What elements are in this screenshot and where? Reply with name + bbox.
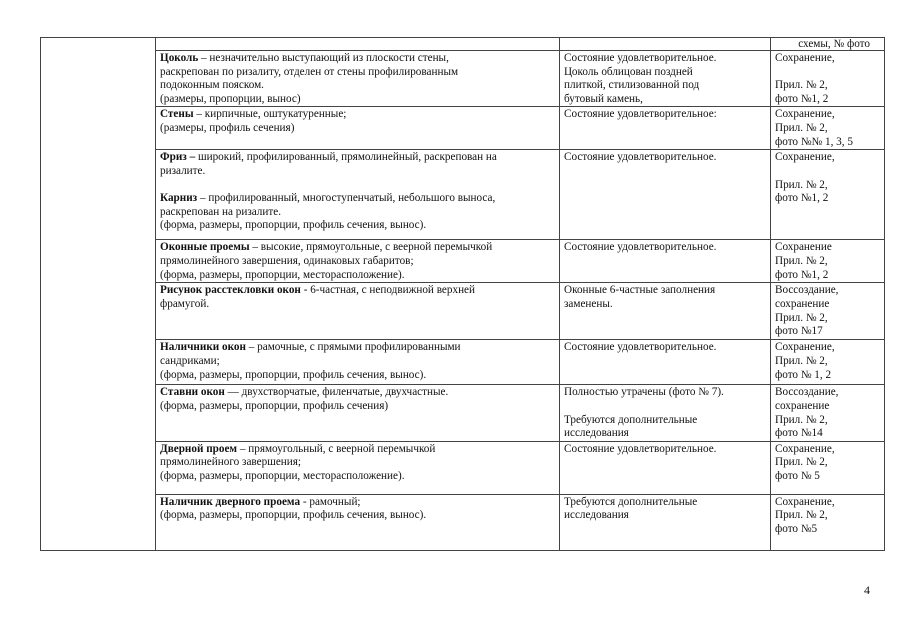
element-text: (форма, размеры, пропорции, профиль сечения, вынос).	[160, 219, 427, 232]
action-cell	[771, 51, 885, 107]
element-description-line	[160, 241, 555, 255]
element-description-line	[160, 269, 555, 283]
state-cell	[560, 283, 771, 340]
table-row	[41, 150, 885, 240]
element-description-line	[160, 255, 555, 269]
state-line: Требуются дополнительные	[564, 413, 698, 426]
state-line: Требуются дополнительные	[564, 495, 698, 508]
header-col4-text: схемы, № фото	[798, 38, 870, 50]
element-description-cell	[156, 340, 560, 385]
element-description-line	[160, 298, 555, 312]
action-line: Сохранение,	[775, 442, 835, 455]
element-name: Ставни окон	[160, 386, 225, 399]
element-name: Дверной проем	[160, 442, 238, 455]
action-line: фото № 5	[775, 469, 820, 482]
state-line: Состояние удовлетворительное.	[564, 442, 717, 455]
header-cell-2	[156, 38, 560, 51]
element-description-line	[160, 386, 555, 400]
element-text: – незначительно выступающий из плоскости стены,	[198, 52, 449, 64]
element-description-line	[160, 108, 555, 122]
state-line: Состояние удовлетворительное.	[564, 52, 717, 64]
state-line: Состояние удовлетворительное:	[564, 108, 717, 121]
element-text: – профилированный, многоступенчатый, небольшого выноса,	[197, 192, 496, 205]
table-row	[41, 494, 885, 550]
action-line: Прил. № 2,	[775, 178, 828, 191]
element-description-line	[160, 52, 555, 66]
action-cell	[771, 385, 885, 441]
action-line: Прил. № 2,	[775, 79, 828, 92]
element-text: (форма, размеры, пропорции, профиль сечения, вынос).	[160, 368, 427, 381]
action-cell	[771, 441, 885, 494]
element-description-line	[160, 165, 555, 179]
element-description-line	[160, 192, 555, 206]
action-cell	[771, 283, 885, 340]
action-line: фото №14	[775, 427, 823, 440]
table-header-row	[41, 38, 885, 51]
state-cell	[560, 240, 771, 283]
action-line: Сохранение,	[775, 495, 835, 508]
element-text: - 6-частная, с неподвижной верхней	[300, 284, 476, 297]
element-text: (форма, размеры, пропорции, профиль сечения, вынос).	[160, 509, 427, 522]
action-cell	[771, 107, 885, 150]
header-cell-4	[771, 38, 885, 51]
element-description-line	[160, 206, 555, 220]
element-name: Оконные проемы	[160, 241, 250, 254]
action-line: Прил. № 2,	[775, 413, 828, 426]
element-description-line	[160, 284, 555, 298]
header-cell-1	[41, 38, 156, 51]
header-cell-3	[560, 38, 771, 51]
element-text: (размеры, пропорции, вынос)	[160, 92, 301, 105]
element-description-cell	[156, 494, 560, 550]
action-line: фото №№ 1, 3, 5	[775, 135, 853, 148]
action-line: Сохранение,	[775, 52, 835, 64]
element-description-line	[160, 341, 555, 355]
row-number-cell	[41, 283, 156, 340]
element-text: (форма, размеры, пропорции, месторасположение).	[160, 469, 405, 482]
element-text: – рамочные, с прямыми профилированными	[245, 341, 461, 354]
row-number-cell	[41, 385, 156, 441]
element-description-cell	[156, 150, 560, 240]
table-row	[41, 340, 885, 385]
page-number: 4	[864, 583, 870, 597]
element-description-line	[160, 456, 555, 470]
element-text: ризалите.	[160, 164, 206, 177]
element-name: Фриз –	[160, 151, 196, 164]
element-name: Наличник дверного проема	[160, 495, 301, 508]
action-line: фото №1, 2	[775, 92, 829, 105]
action-line: Прил. № 2,	[775, 254, 828, 267]
action-line: Прил. № 2,	[775, 509, 828, 522]
element-text: прямолинейного завершения, одинаковых габаритов;	[160, 254, 414, 267]
action-line: Прил. № 2,	[775, 354, 828, 367]
row-number-cell	[41, 107, 156, 150]
action-cell	[771, 240, 885, 283]
element-description-line	[160, 122, 555, 136]
element-text: раскрепован по ризалиту, отделен от стены профилированным	[160, 65, 459, 78]
element-description-cell	[156, 51, 560, 107]
action-line: Прил. № 2,	[775, 456, 828, 469]
state-line: Полностью утрачены (фото № 7).	[564, 386, 724, 399]
action-line	[775, 165, 880, 179]
element-description-line	[160, 219, 555, 233]
row-number-cell	[41, 51, 156, 107]
table-row	[41, 107, 885, 150]
action-line: фото №17	[775, 325, 823, 338]
element-description-line	[160, 151, 555, 165]
table-row	[41, 441, 885, 494]
element-name: Рисунок расстекловки окон	[160, 284, 301, 297]
state-cell	[560, 107, 771, 150]
element-description-line	[160, 355, 555, 369]
state-cell	[560, 385, 771, 441]
row-number-cell	[41, 240, 156, 283]
element-name: Карниз	[160, 192, 198, 205]
state-cell	[560, 494, 771, 550]
element-text: раскрепован на ризалите.	[160, 205, 282, 218]
action-cell	[771, 340, 885, 385]
action-cell	[771, 494, 885, 550]
element-description-line	[160, 509, 555, 523]
element-text: прямолинейного завершения;	[160, 456, 302, 469]
table-row	[41, 385, 885, 441]
element-description-line	[160, 369, 555, 383]
element-text: подоконным пояском.	[160, 79, 264, 92]
element-text: фрамугой.	[160, 297, 210, 310]
action-line: фото №1, 2	[775, 192, 829, 205]
element-description-line	[160, 79, 555, 93]
state-cell	[560, 51, 771, 107]
element-text: широкий, профилированный, прямолинейный, раскрепован на	[195, 151, 497, 164]
action-line: сохранение	[775, 297, 830, 310]
element-text: (форма, размеры, пропорции, месторасположение).	[160, 268, 405, 281]
monument-subject-table	[40, 37, 885, 551]
element-text: – прямоугольный, с веерной перемычкой	[237, 442, 436, 455]
state-line: заменены.	[564, 297, 613, 310]
element-text: сандриками;	[160, 354, 220, 367]
row-number-cell	[41, 441, 156, 494]
element-name: Наличники окон	[160, 341, 246, 354]
action-line: Прил. № 2,	[775, 121, 828, 134]
element-description-line	[160, 93, 555, 107]
state-line: плиткой, стилизованной под	[564, 79, 700, 92]
element-text: — двухстворчатые, филенчатые, двухчастные.	[224, 386, 449, 399]
element-description-line	[160, 179, 555, 193]
state-line: Оконные 6-частные заполнения	[564, 284, 716, 297]
action-line: фото №5	[775, 522, 818, 535]
state-cell	[560, 340, 771, 385]
element-text: – высокие, прямоугольные, с веерной перемычкой	[249, 241, 493, 254]
table-row	[41, 51, 885, 107]
action-line: фото № 1, 2	[775, 368, 832, 381]
element-text: (форма, размеры, пропорции, профиль сечения)	[160, 399, 389, 412]
action-line	[775, 66, 880, 80]
action-line: Воссоздание,	[775, 284, 839, 297]
element-description-cell	[156, 385, 560, 441]
element-description-line	[160, 470, 555, 484]
element-description-line	[160, 66, 555, 80]
element-description-cell	[156, 441, 560, 494]
element-description-cell	[156, 107, 560, 150]
state-cell	[560, 150, 771, 240]
element-name: Стены	[160, 108, 194, 121]
row-number-cell	[41, 340, 156, 385]
state-line: Цоколь облицован поздней	[564, 65, 693, 78]
action-line: Сохранение	[775, 241, 832, 254]
state-line: Состояние удовлетворительное.	[564, 241, 717, 254]
element-description-line	[160, 400, 555, 414]
action-line: фото №1, 2	[775, 268, 829, 281]
element-description-cell	[156, 240, 560, 283]
action-line: Сохранение,	[775, 108, 835, 121]
state-line: бутовый камень,	[564, 92, 643, 105]
state-cell	[560, 441, 771, 494]
table-row	[41, 240, 885, 283]
element-description-cell	[156, 283, 560, 340]
action-line: Воссоздание,	[775, 386, 839, 399]
element-name: Цоколь	[160, 52, 199, 64]
element-description-line	[160, 496, 555, 510]
action-cell	[771, 150, 885, 240]
action-line: Сохранение,	[775, 341, 835, 354]
action-line: Сохранение,	[775, 151, 835, 164]
state-line: исследования	[564, 427, 629, 440]
row-number-cell	[41, 494, 156, 550]
table-row	[41, 283, 885, 340]
action-line: Прил. № 2,	[775, 311, 828, 324]
state-line	[564, 400, 766, 414]
element-text: - рамочный;	[300, 495, 361, 508]
row-number-cell	[41, 150, 156, 240]
state-line: исследования	[564, 509, 629, 522]
state-line: Состояние удовлетворительное.	[564, 341, 717, 354]
action-line: сохранение	[775, 399, 830, 412]
state-line: Состояние удовлетворительное.	[564, 151, 717, 164]
element-description-line	[160, 443, 555, 457]
element-text: – кирпичные, оштукатуренные;	[193, 108, 347, 121]
element-text: (размеры, профиль сечения)	[160, 121, 295, 134]
